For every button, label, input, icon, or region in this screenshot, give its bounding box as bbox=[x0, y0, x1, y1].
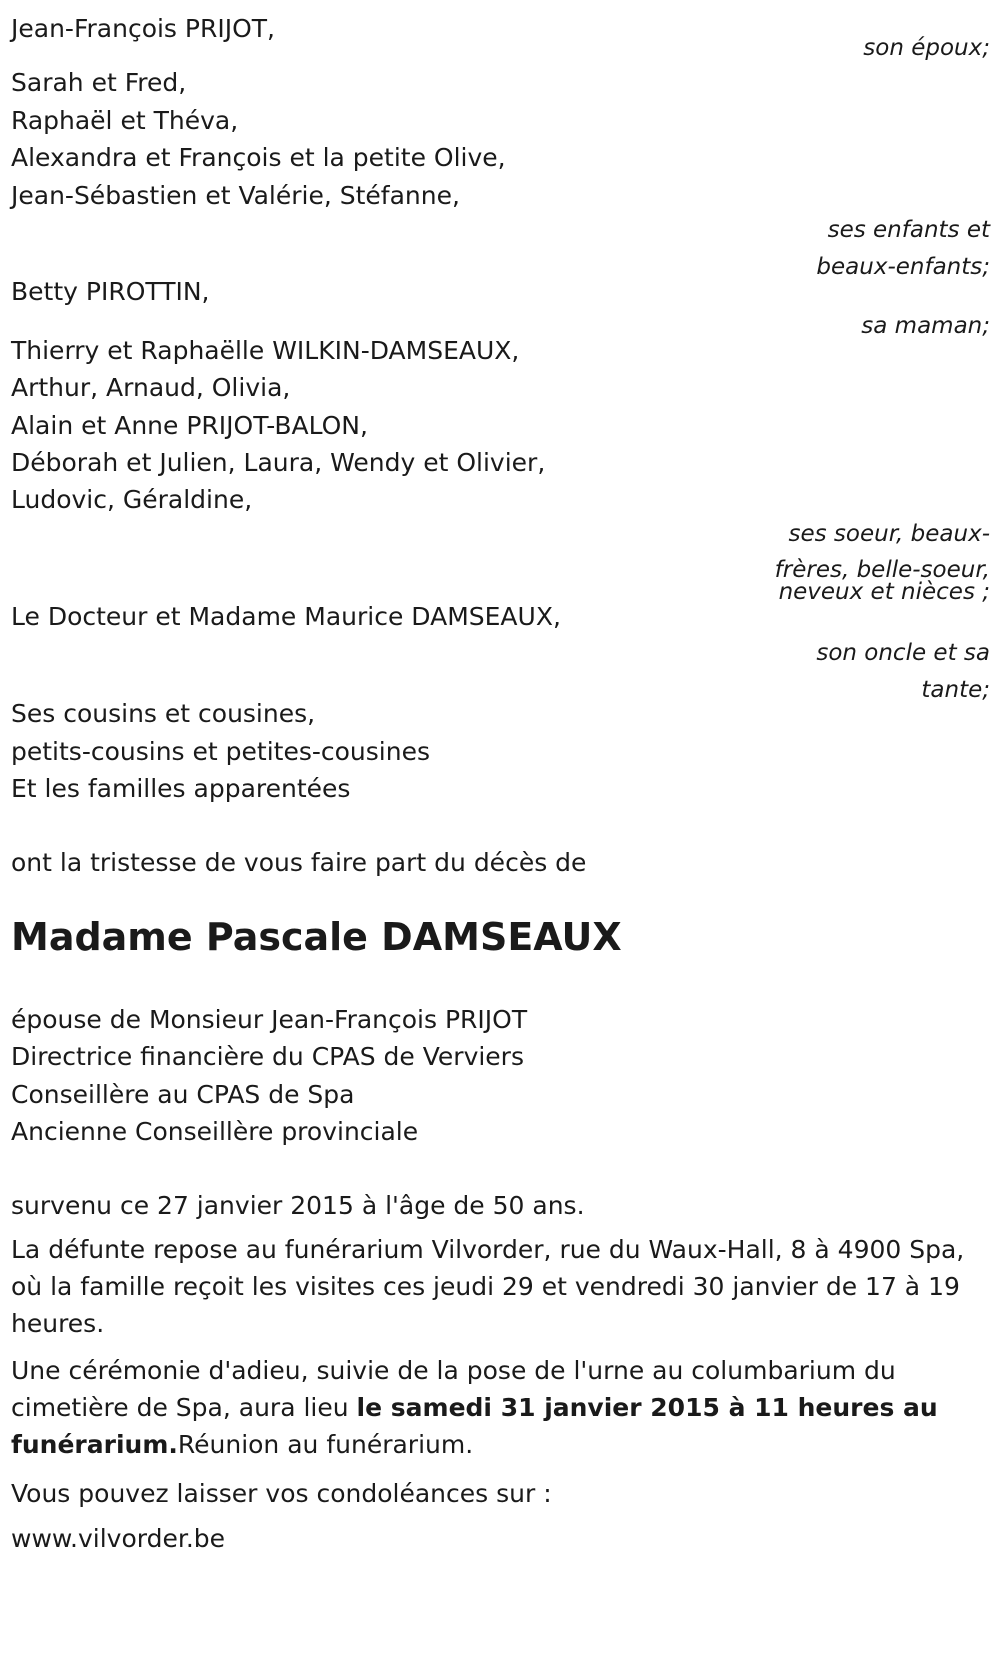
sibling-line: Déborah et Julien, Laura, Wendy et Olivier, bbox=[11, 448, 546, 477]
child-line: Alexandra et François et la petite Olive, bbox=[11, 143, 506, 172]
visitation-text: La défunte repose au funérarium Vilvorder, rue du Waux-Hall, 8 à 4900 Spa, où la famille reçoit les visites ces jeudi 29 et vendredi 30 janvier de 17 à 19 heures. bbox=[11, 1235, 965, 1338]
title-line: Ancienne Conseillère provinciale bbox=[11, 1117, 419, 1146]
cousin-line: Ses cousins et cousines, bbox=[11, 699, 316, 728]
children-relation: ses enfants et bbox=[827, 217, 990, 243]
title-line: Conseillère au CPAS de Spa bbox=[11, 1080, 355, 1109]
cousin-line: petits-cousins et petites-cousines bbox=[11, 737, 430, 766]
website-link[interactable]: www.vilvorder.be bbox=[11, 1524, 226, 1553]
siblings-relation: ses soeur, beaux- bbox=[788, 521, 990, 547]
ceremony-after: Réunion au funérarium. bbox=[177, 1430, 474, 1459]
spouse-name: Jean-François PRIJOT, bbox=[11, 14, 275, 43]
title-line: épouse de Monsieur Jean-François PRIJOT bbox=[11, 1005, 528, 1034]
sibling-line: Ludovic, Géraldine, bbox=[11, 485, 253, 514]
death-info: survenu ce 27 janvier 2015 à l'âge de 50 ans. bbox=[11, 1191, 585, 1220]
siblings-relation: frères, belle-soeur, bbox=[774, 557, 990, 583]
sibling-line: Arthur, Arnaud, Olivia, bbox=[11, 373, 291, 402]
mother-name: Betty PIROTTIN, bbox=[11, 277, 210, 306]
ceremony-intro: Une cérémonie d'adieu, suivie de la pose de l'urne au columbarium du cimetière de Spa, aura lieu bbox=[11, 1356, 896, 1422]
title-line: Directrice financière du CPAS de Verviers bbox=[11, 1042, 524, 1071]
ceremony-text bbox=[11, 1352, 986, 1463]
uncle-relation: son oncle et sa bbox=[816, 640, 990, 666]
deceased-name: Madame Pascale DAMSEAUX bbox=[11, 915, 622, 959]
cousin-line: Et les familles apparentées bbox=[11, 774, 351, 803]
ceremony-date: le samedi 31 janvier 2015 à 11 heures au funérarium. bbox=[11, 1393, 938, 1459]
mother-relation: sa maman; bbox=[861, 313, 990, 339]
condolences-text: Vous pouvez laisser vos condoléances sur : bbox=[11, 1479, 552, 1508]
spouse-relation: son époux; bbox=[863, 35, 990, 61]
uncle-name: Le Docteur et Madame Maurice DAMSEAUX, bbox=[11, 602, 561, 631]
sibling-line: Alain et Anne PRIJOT-BALON, bbox=[11, 411, 368, 440]
sibling-line: Thierry et Raphaëlle WILKIN-DAMSEAUX, bbox=[11, 336, 520, 365]
announcement-text: ont la tristesse de vous faire part du décès de bbox=[11, 848, 587, 877]
uncle-relation: tante; bbox=[921, 677, 990, 703]
child-line: Sarah et Fred, bbox=[11, 68, 187, 97]
siblings-relation: neveux et nièces ; bbox=[778, 579, 990, 605]
children-relation: beaux-enfants; bbox=[816, 254, 990, 280]
child-line: Jean-Sébastien et Valérie, Stéfanne, bbox=[11, 181, 460, 210]
child-line: Raphaël et Théva, bbox=[11, 106, 239, 135]
